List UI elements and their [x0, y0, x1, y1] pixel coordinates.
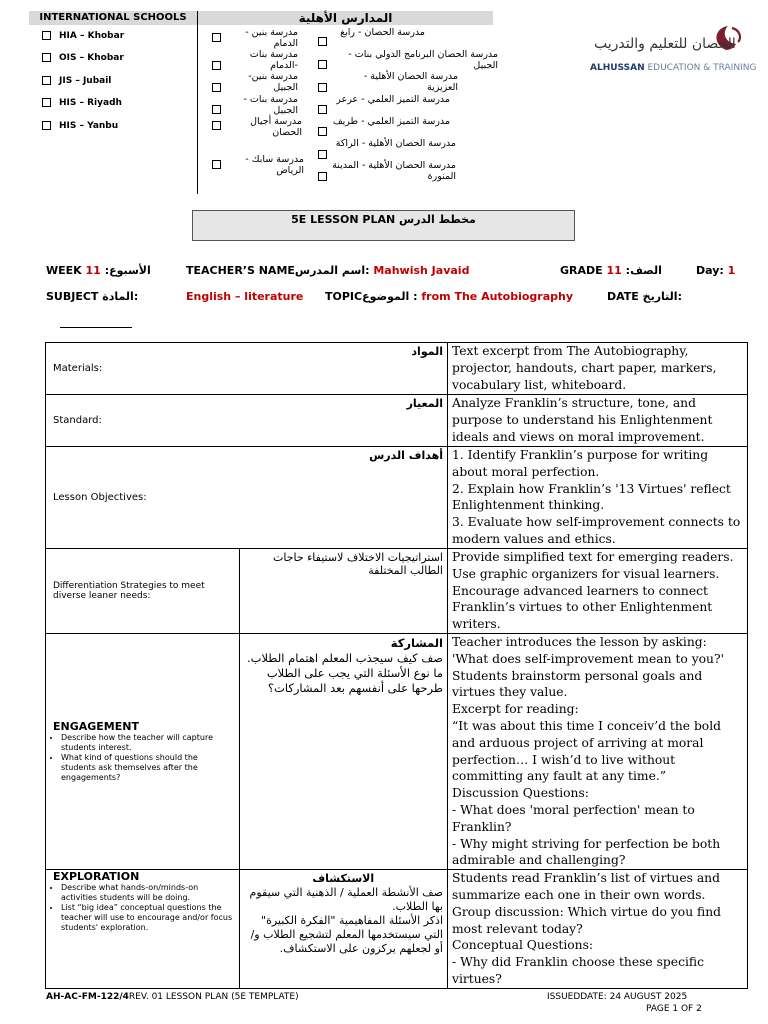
objectives-label: Lesson Objectives:	[46, 447, 240, 549]
logo-english-text: ALHUSSAN EDUCATION & TRAINING	[590, 63, 757, 73]
checkbox[interactable]	[212, 105, 221, 114]
ar-school-item: مدرسة سابك - الرياض	[245, 154, 304, 176]
intl-school-item[interactable]: JIS – Jubail	[42, 76, 111, 86]
ar-school-item: مدرسة بنات - الجبيل	[243, 94, 298, 116]
header-divider	[197, 11, 198, 194]
ar-school-item: مدرسة الحصان الأهلية - المدينة المنورة	[332, 160, 456, 182]
subject-value: English – literature	[186, 290, 304, 303]
differentiation-row	[46, 549, 748, 634]
intl-school-item[interactable]: HIA – Khobar	[42, 31, 124, 41]
engagement-content: Teacher introduces the lesson by asking: 'What does self-improvement mean to you?' Students brainstorm personal goals and virtues they value. Excerpt for reading: “It was about this time I conceiv’d the bold and arduous project of arriving at moral perfection… I wish’d to live without committing any fault at any time.” Discussion Questions: - What does 'moral perfection' mean to Franklin? - Why might striving for perfection be both admirable and challenging?	[448, 634, 748, 870]
objectives-content: 1. Identify Franklin’s purpose for writing about moral perfection. 2. Explain how Franklin’s '13 Virtues' reflect Enlightenment thinking. 3. Evaluate how self-improvement connects to modern values and ethics.	[448, 447, 748, 549]
materials-ar-label: المواد	[239, 343, 448, 395]
engagement-bullets: • Describe how the teacher will capture students interest. • What kind of questions should the students ask themselves after the engagements?	[53, 733, 235, 783]
checkbox[interactable]	[212, 33, 221, 42]
materials-content: Text excerpt from The Autobiography, projector, handouts, chart paper, markers, vocabulary list, whiteboard.	[448, 343, 748, 395]
checkbox[interactable]	[42, 53, 51, 62]
differentiation-label: Differentiation Strategies to meet diverse leaner needs:	[46, 549, 240, 634]
engagement-row	[46, 634, 748, 870]
standard-row	[46, 395, 748, 447]
logo-arabic-text: الحصان للتعليم والتدريب	[594, 36, 736, 52]
grade-field: GRADE 11 :الصف	[560, 264, 662, 277]
subject-label: SUBJECT المادة:	[46, 290, 139, 303]
checkbox[interactable]	[212, 160, 221, 169]
materials-row	[46, 343, 748, 395]
checkbox[interactable]	[318, 105, 327, 114]
teacher-field: TEACHER’S NAMEاسم المدرس: Mahwish Javaid	[186, 264, 470, 277]
topic-field: TOPICالموضوع : from The Autobiography	[325, 290, 574, 303]
checkbox[interactable]	[318, 172, 327, 181]
checkbox[interactable]	[42, 31, 51, 40]
differentiation-content: Provide simplified text for emerging readers. Use graphic organizers for visual learners. Encourage advanced learners to connect Franklin’s virtues to other Enlightenment writers.	[448, 549, 748, 634]
intl-school-item[interactable]: HIS – Yanbu	[42, 121, 118, 131]
footer-page-number: PAGE 1 OF 2	[646, 1004, 702, 1014]
engagement-label-cell	[46, 634, 240, 870]
ar-school-item: مدرسة الحصان الأهلية - الراكة	[335, 138, 456, 149]
ar-school-item: مدرسة بنين- الجبيل	[248, 71, 298, 93]
engagement-ar-cell: المشاركة صف كيف سيجذب المعلم اهتمام الطلاب. ما نوع الأسئلة التي يجب على الطلاب طرحها على أنفسهم بعد المشاركات؟	[239, 634, 448, 870]
checkbox[interactable]	[318, 60, 327, 69]
date-label: DATE التاريخ:	[607, 290, 682, 303]
lesson-plan-title: 5E LESSON PLAN مخطط الدرس	[192, 210, 575, 241]
differentiation-ar-label: استراتيجيات الاختلاف لاستيفاء حاجات الطالب المختلفة	[239, 549, 448, 634]
exploration-content: Students read Franklin’s list of virtues and summarize each one in their own words. Group discussion: Which virtue do you find most relevant today? Conceptual Questions: - Why did Franklin choose these specific virtues?	[448, 870, 748, 989]
standard-content: Analyze Franklin’s structure, tone, and purpose to understand his Enlightenment ideals and views on moral improvement.	[448, 395, 748, 447]
footer-form-code: AH-AC-FM-122/4REV. 01 LESSON PLAN (5E TEMPLATE)	[46, 992, 299, 1002]
checkbox[interactable]	[42, 121, 51, 130]
checkbox[interactable]	[318, 127, 327, 136]
intl-school-item[interactable]: OIS – Khobar	[42, 53, 124, 63]
ar-school-item: مدرسة التميز العلمي - طريف	[332, 116, 450, 127]
exploration-ar-cell: الاستكشاف صف الأنشطة العملية / الذهنية التي سيقوم بها الطلاب. اذكر الأسئلة المفاهيمية "الفكرة الكبيرة" التي سيستخدمها المعلم لتشجيع الطلاب و/أو لجعلهم يركزون على الاستكشاف.	[239, 870, 448, 989]
checkbox[interactable]	[42, 98, 51, 107]
ar-school-item: مدرسة بنين - الدمام	[245, 27, 298, 49]
objectives-ar-label: أهداف الدرس	[239, 447, 448, 549]
day-field: Day: 1	[696, 264, 736, 277]
ar-school-item: مدرسة الحصان الأهلية - العزيزية	[363, 71, 458, 93]
lesson-plan-table	[45, 342, 748, 989]
checkbox[interactable]	[42, 76, 51, 85]
checkbox[interactable]	[318, 150, 327, 159]
underline	[60, 327, 132, 328]
ar-school-item: مدرسة التميز العلمي - عرعر	[336, 94, 450, 105]
checkbox[interactable]	[212, 83, 221, 92]
ar-school-item: مدرسة الحصان البرنامج الدولي بنات - الجبيل	[348, 49, 498, 71]
exploration-bullets: • Describe what hands-on/minds-on activities students will be doing. • List “big idea” conceptual questions the teacher will use to encourage and/or focus students' exploration.	[53, 883, 235, 933]
checkbox[interactable]	[212, 61, 221, 70]
checkbox[interactable]	[318, 37, 327, 46]
standard-ar-label: المعيار	[239, 395, 448, 447]
footer-issued-date: ISSUEDDATE: 24 AUGUST 2025	[547, 992, 688, 1002]
exploration-heading: EXPLORATION	[53, 870, 140, 884]
international-schools-header: INTERNATIONAL SCHOOLS	[29, 11, 197, 25]
standard-label: Standard:	[46, 395, 240, 447]
checkbox[interactable]	[212, 121, 221, 130]
ar-school-item: مدرسة الحصان - رابغ	[340, 27, 425, 38]
exploration-label-cell	[46, 870, 240, 989]
materials-label: Materials:	[46, 343, 240, 395]
exploration-row	[46, 870, 748, 989]
engagement-heading: ENGAGEMENT	[53, 720, 139, 734]
intl-school-item[interactable]: HIS – Riyadh	[42, 98, 122, 108]
week-field: WEEK 11 :الأسبوع	[46, 264, 151, 277]
objectives-row	[46, 447, 748, 549]
ar-school-item: مدرسة بنات -الدمام	[249, 49, 298, 71]
ar-school-item: مدرسة أجيال الحصان	[250, 116, 302, 138]
private-schools-header: المدارس الأهلية	[198, 11, 493, 25]
checkbox[interactable]	[318, 83, 327, 92]
